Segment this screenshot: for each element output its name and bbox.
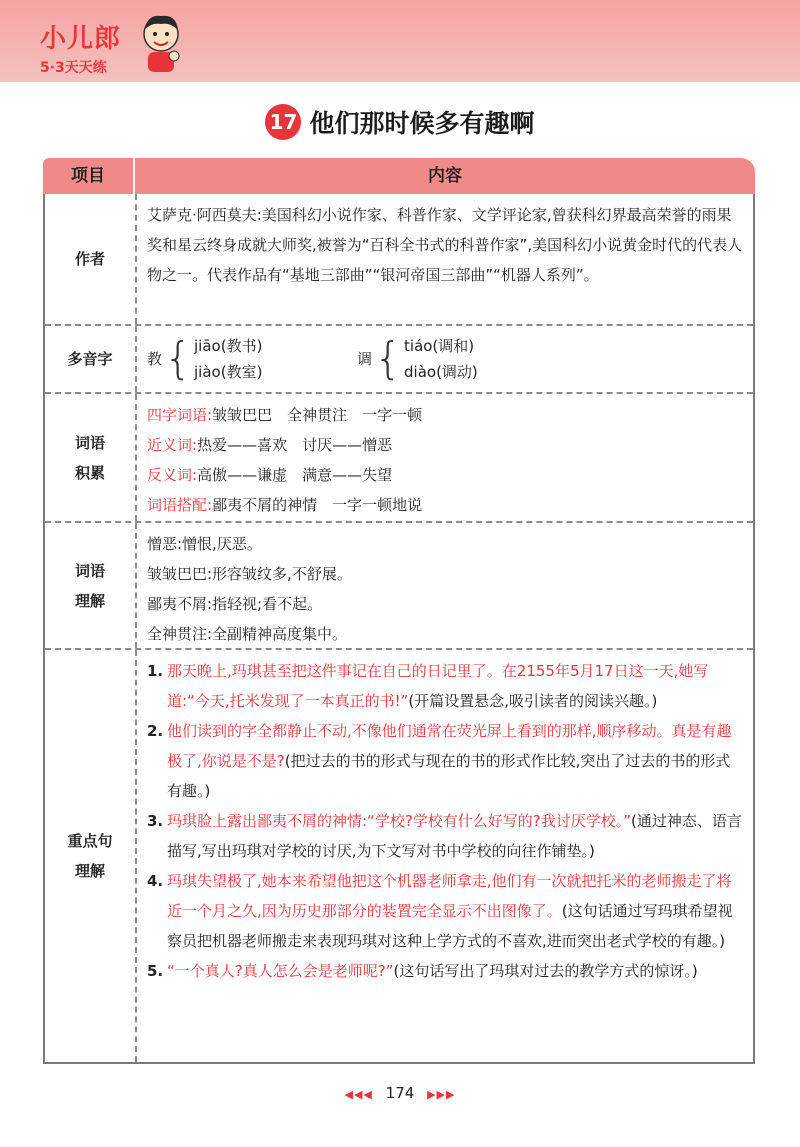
analysis-note: (这句话写出了玛琪对过去的教学方式的惊讶。) xyxy=(393,962,698,980)
quote-text: 玛琪脸上露出鄙夷不屑的神情:“学校?学校有什么好写的?我讨厌学校。” xyxy=(167,812,632,830)
definition-line: 鄙夷不屑:指轻视;看不起。 xyxy=(147,595,323,613)
vocab-line xyxy=(147,430,743,460)
page-footer xyxy=(0,1084,800,1102)
polyphone-group xyxy=(147,333,347,385)
vocab-line xyxy=(147,400,743,430)
label-vocab xyxy=(45,394,137,521)
label-line: 重点句 xyxy=(67,832,113,850)
key-sentence xyxy=(147,806,743,866)
vocab-content xyxy=(137,394,753,521)
brace-icon: { xyxy=(374,333,403,384)
reading: diào(调动) xyxy=(404,363,478,381)
vocab-tag: 近义词: xyxy=(147,436,198,454)
item-number: 2. xyxy=(147,722,164,740)
header-content: 内容 xyxy=(135,158,755,194)
row-keypoints xyxy=(45,648,753,1062)
label-line: 词语 xyxy=(74,433,105,452)
quote-text: 他们读到的字全都静止不动,不像他们通常在荧光屏上看到的那样,顺序移动。真是有趣极了,你说是不是? xyxy=(167,722,732,770)
label-line: 词语 xyxy=(74,561,105,580)
keypoints-content xyxy=(137,650,753,1062)
definition-line: 憎恶:憎恨,厌恶。 xyxy=(147,535,262,553)
vocab-tag: 词语搭配: xyxy=(147,496,213,514)
right-arrows-icon: ▶▶▶ xyxy=(427,1088,456,1101)
label-line: 理解 xyxy=(74,862,105,880)
study-table xyxy=(43,194,755,1064)
polyphone-char: 教 xyxy=(147,350,163,368)
polyphone-group xyxy=(357,333,478,385)
label-author: 作者 xyxy=(45,194,137,324)
quote-text: 玛琪失望极了,她本来希望他把这个机器老师拿走,他们有一次就把托米的老师搬走了将近一个月之久,因为历史那部分的装置完全显示不出图像了。 xyxy=(167,872,732,920)
polyphone-char: 调 xyxy=(357,350,373,368)
row-author xyxy=(45,194,753,324)
mascot-illustration xyxy=(138,12,184,74)
vocab-line xyxy=(147,490,743,520)
label-polyphone: 多音字 xyxy=(45,326,137,392)
lesson-title xyxy=(0,104,800,140)
vocab-text: 高傲——谦虚 满意——失望 xyxy=(197,466,393,484)
row-understand xyxy=(45,521,753,648)
brand-logo xyxy=(40,18,121,77)
brace-icon: { xyxy=(164,333,193,384)
definition-line: 全神贯注:全副精神高度集中。 xyxy=(147,625,348,643)
key-sentence xyxy=(147,716,743,806)
analysis-note: (开篇设置悬念,吸引读者的阅读兴趣。) xyxy=(408,692,658,710)
lesson-title-text: 他们那时候多有趣啊 xyxy=(309,109,535,138)
quote-text: 那天晚上,玛琪甚至把这件事记在自己的日记里了。在2155年5月17日这一天,她写道:“今天,托米发现了一本真正的书!” xyxy=(167,662,709,710)
item-number: 3. xyxy=(147,812,164,830)
item-number: 4. xyxy=(147,872,164,890)
row-polyphone xyxy=(45,324,753,392)
key-sentence xyxy=(147,656,743,716)
header-item: 项目 xyxy=(43,158,133,194)
key-sentence xyxy=(147,866,743,956)
reading: jiào(教室) xyxy=(194,363,263,381)
left-arrows-icon: ◀◀◀ xyxy=(344,1088,373,1101)
brand-series: 5·3天天练 xyxy=(40,60,107,76)
page-number: 174 xyxy=(385,1084,415,1102)
lesson-number-badge: 17 xyxy=(265,104,301,140)
label-understand xyxy=(45,523,137,648)
brand-name: 小儿郎 xyxy=(40,24,122,54)
definition-line: 皱皱巴巴:形容皱纹多,不舒展。 xyxy=(147,565,352,583)
label-line: 积累 xyxy=(74,463,105,482)
vocab-line xyxy=(147,460,743,490)
understand-content xyxy=(137,523,753,648)
vocab-text: 皱皱巴巴 全神贯注 一字一顿 xyxy=(212,406,423,424)
analysis-note: (把过去的书的形式与现在的书的形式作比较,突出了过去的书的形式有趣。) xyxy=(167,752,731,800)
key-sentence xyxy=(147,956,743,986)
row-vocab xyxy=(45,392,753,521)
reading: jiāo(教书) xyxy=(194,337,263,355)
author-text: 艾萨克·阿西莫夫:美国科幻小说作家、科普作家、文学评论家,曾获科幻界最高荣誉的雨果奖和星云终身成就大师奖,被誉为“百科全书式的科普作家”,美国科幻小说黄金时代的代表人物之一。代表作品有“基地三部曲”“银河帝国三部曲”“机器人系列”。 xyxy=(147,206,743,284)
reading: tiáo(调和) xyxy=(404,337,475,355)
vocab-tag: 反义词: xyxy=(147,466,198,484)
analysis-note: (这句话通过写玛琪希望视察员把机器老师搬走来表现玛琪对这种上学方式的不喜欢,进而突出老式学校的有趣。) xyxy=(167,902,733,950)
vocab-text: 热爱——喜欢 讨厌——憎恶 xyxy=(197,436,393,454)
item-number: 5. xyxy=(147,962,164,980)
vocab-text: 鄙夷不屑的神情 一字一顿地说 xyxy=(212,496,423,514)
vocab-tag: 四字词语: xyxy=(147,406,213,424)
label-line: 理解 xyxy=(74,591,105,610)
quote-text: “一个真人?真人怎么会是老师呢?” xyxy=(167,962,394,980)
label-keypoints xyxy=(45,650,137,1062)
analysis-note: (通过神态、语言描写,写出玛琪对学校的讨厌,为下文写对书中学校的向往作铺垫。) xyxy=(167,812,742,860)
polyphone-content xyxy=(137,326,753,392)
item-number: 1. xyxy=(147,662,164,680)
